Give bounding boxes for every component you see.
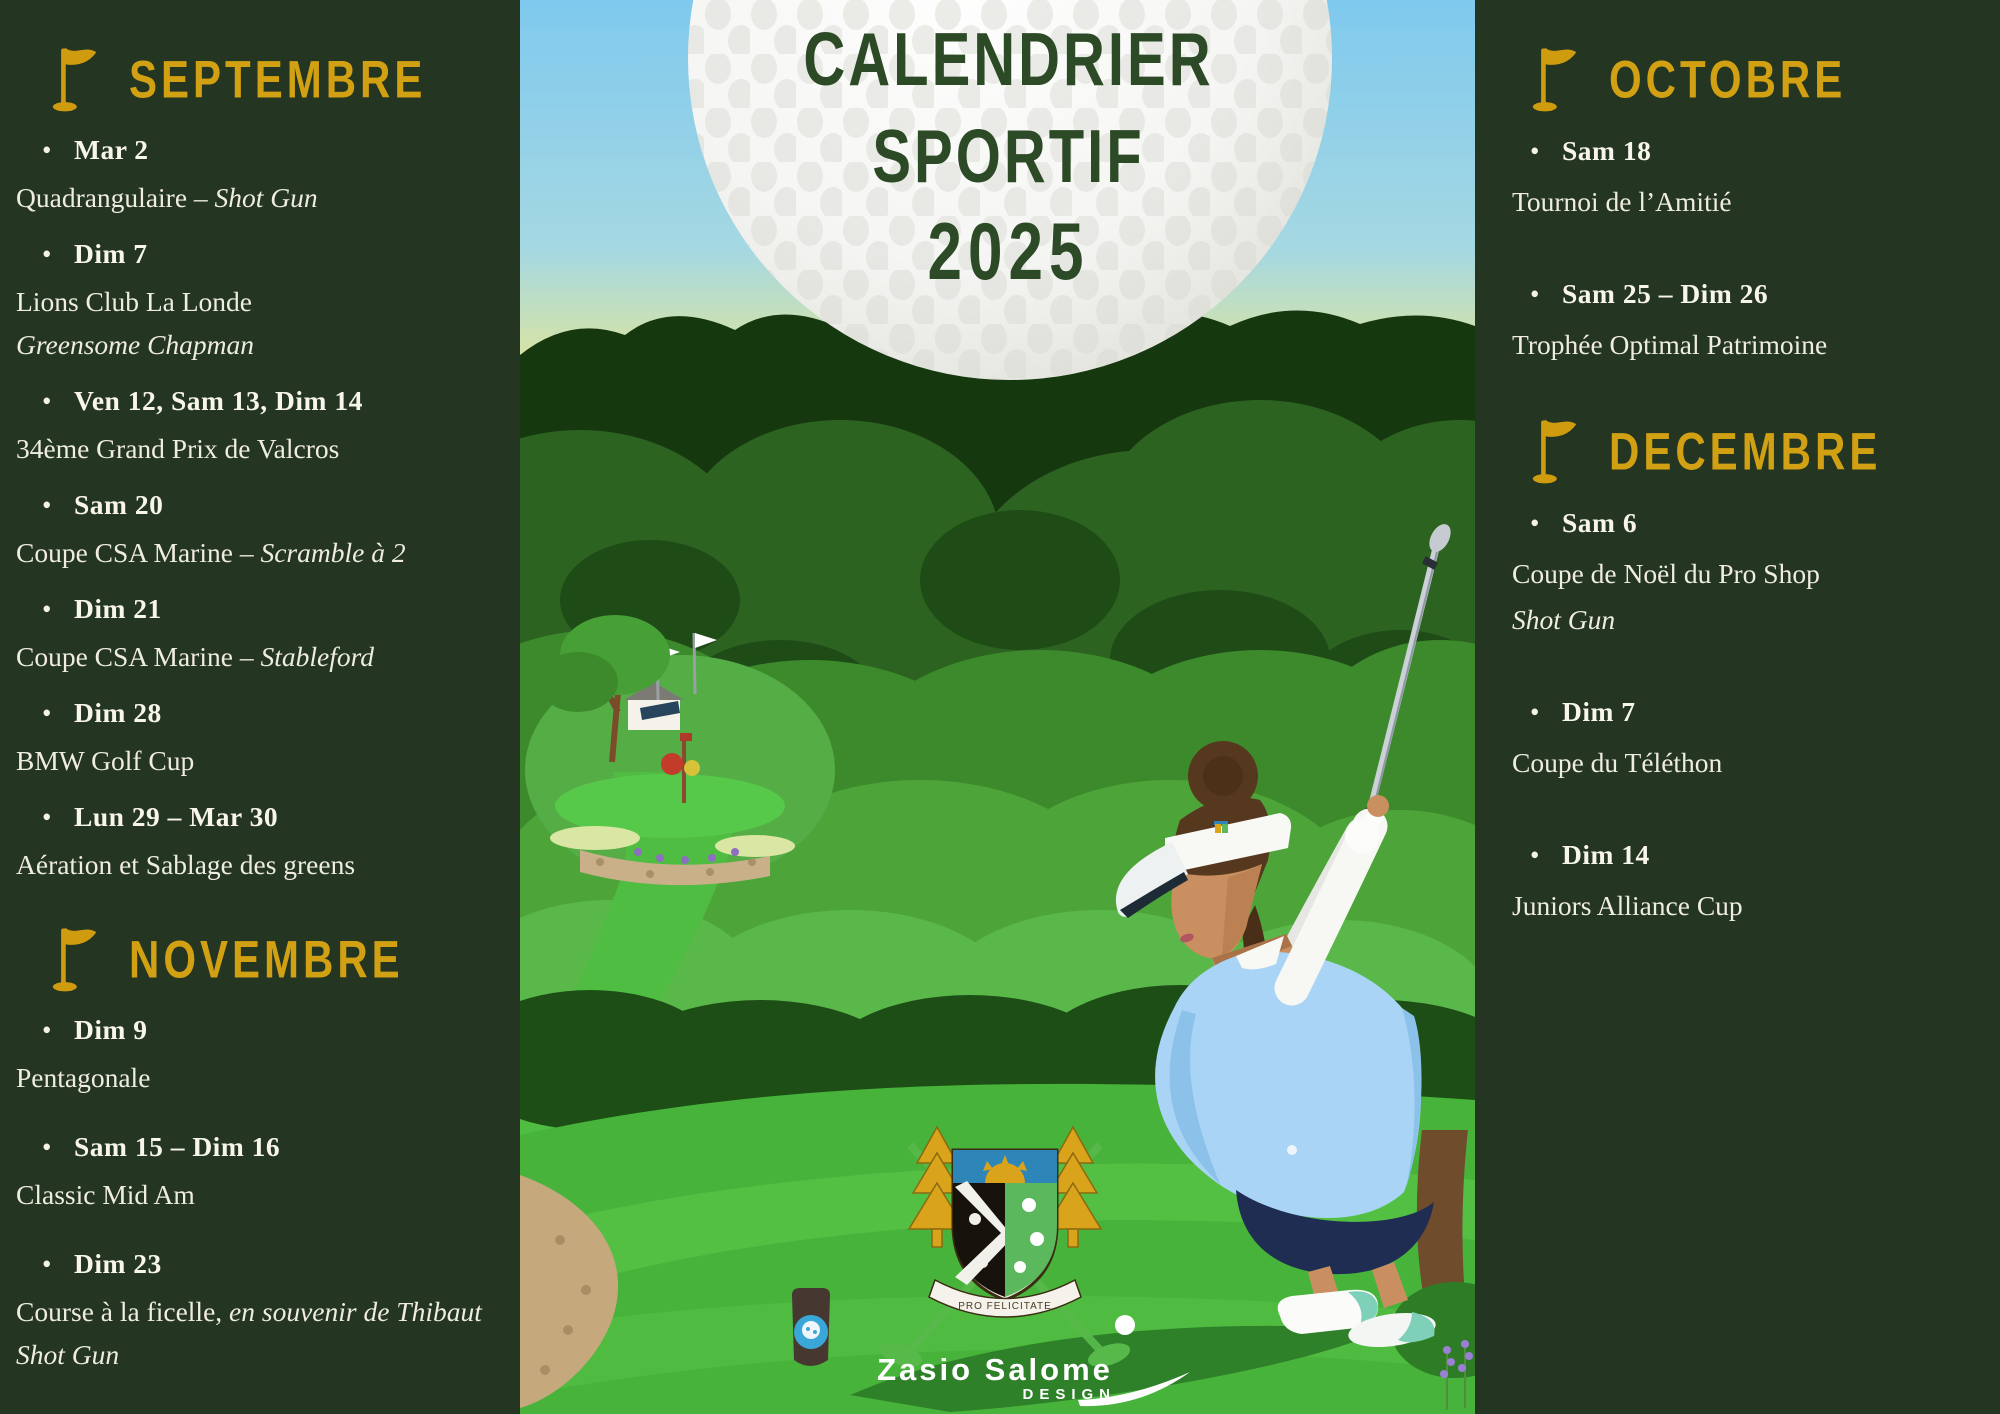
bullet-icon: •: [42, 594, 52, 624]
event: [1512, 689, 2000, 786]
desc-text: Coupe CSA Marine –: [16, 537, 261, 568]
event: [16, 691, 520, 782]
desc-text-italic: Greensome Chapman: [16, 329, 255, 360]
event-date: Dim 23: [74, 1248, 162, 1279]
event-date-row: [16, 1008, 520, 1056]
poster-illustration: [520, 0, 1475, 1414]
event-date: Sam 20: [74, 489, 164, 520]
section-novembre: [16, 922, 520, 1376]
event-date-row: [16, 1125, 520, 1173]
event-date-row: [1512, 128, 2000, 179]
event: [16, 1242, 520, 1376]
event: [16, 1008, 520, 1099]
event-description: [16, 635, 520, 678]
month-header-decembre: [1512, 414, 2000, 488]
event-date: Lun 29 – Mar 30: [74, 801, 279, 832]
tee-marker: [792, 1288, 830, 1366]
bullet-icon: •: [42, 1132, 52, 1162]
section-decembre: [1512, 414, 2000, 929]
event-description: [16, 1173, 520, 1216]
event: [1512, 128, 2000, 225]
event-description: [16, 531, 520, 574]
event-date: Dim 7: [74, 238, 148, 269]
event-date: Dim 9: [74, 1014, 148, 1045]
event: [16, 795, 520, 886]
event-description: [16, 1333, 520, 1376]
desc-text: BMW Golf Cup: [16, 745, 195, 776]
event-description: [16, 1290, 520, 1333]
designer-signature: [850, 1352, 1140, 1403]
event-description: [1512, 322, 2000, 368]
event-description: [16, 1056, 520, 1099]
month-header-octobre: [1512, 42, 2000, 116]
event-date: Ven 12, Sam 13, Dim 14: [74, 385, 363, 416]
desc-text: 34ème Grand Prix de Valcros: [16, 433, 340, 464]
crest-motto: PRO FELICITATE: [958, 1301, 1052, 1312]
desc-text-italic: Stableford: [260, 641, 375, 672]
event: [1512, 271, 2000, 368]
event-description: [1512, 883, 2000, 929]
event-date-row: [16, 587, 520, 635]
bullet-icon: •: [42, 698, 52, 728]
desc-text-italic: Shot Gun: [1512, 604, 1616, 635]
bullet-icon: •: [42, 135, 52, 165]
event-date-row: [1512, 271, 2000, 322]
event-date: Sam 15 – Dim 16: [74, 1131, 281, 1162]
section-octobre: [1512, 42, 2000, 368]
desc-text: Coupe CSA Marine –: [16, 641, 261, 672]
designer-subtitle: DESIGN: [1022, 1386, 1116, 1403]
event-description: [16, 323, 520, 366]
bullet-icon: •: [1530, 508, 1540, 538]
event-description: [16, 739, 520, 782]
event-date: Mar 2: [74, 134, 149, 165]
bullet-icon: •: [42, 1249, 52, 1279]
bullet-icon: •: [1530, 697, 1540, 727]
event-date-row: [16, 1242, 520, 1290]
event: [16, 379, 520, 470]
month-header-novembre: [16, 922, 520, 996]
poster-title: [520, 0, 1475, 297]
event-description: [16, 843, 520, 886]
month-header-septembre: [16, 42, 520, 116]
event-date-row: [16, 691, 520, 739]
event-date: Sam 25 – Dim 26: [1562, 278, 1769, 309]
event-description: [1512, 551, 2000, 597]
desc-text-italic: Scramble à 2: [260, 537, 406, 568]
left-panel: [0, 0, 520, 1414]
event-date: Sam 18: [1562, 135, 1652, 166]
desc-text-italic: en souvenir de Thibaut: [229, 1296, 482, 1327]
desc-text: Course à la ficelle,: [16, 1296, 230, 1327]
desc-text: Juniors Alliance Cup: [1512, 890, 1743, 921]
event-date-row: [1512, 689, 2000, 740]
desc-text: Pentagonale: [16, 1062, 151, 1093]
right-panel: [1475, 0, 2000, 1414]
desc-text: Trophée Optimal Patrimoine: [1512, 329, 1828, 360]
bullet-icon: •: [42, 386, 52, 416]
event-description: [1512, 597, 2000, 643]
month-title: OCTOBRE: [1609, 50, 1847, 109]
desc-text-italic: Shot Gun: [214, 182, 318, 213]
event-date-row: [16, 795, 520, 843]
desc-text: Classic Mid Am: [16, 1179, 195, 1210]
teed-golf-ball: [1115, 1315, 1135, 1335]
event-date-row: [1512, 832, 2000, 883]
bullet-icon: •: [1530, 840, 1540, 870]
event-date: Dim 14: [1562, 839, 1650, 870]
bullet-icon: •: [42, 802, 52, 832]
event-description: [16, 176, 520, 219]
title-line-1: CALENDRIER: [803, 17, 1214, 102]
desc-text: Coupe du Téléthon: [1512, 747, 1723, 778]
bullet-icon: •: [42, 490, 52, 520]
golf-flag-icon: [47, 922, 103, 996]
event-description: [1512, 179, 2000, 225]
month-title: DECEMBRE: [1609, 422, 1882, 481]
event-date-row: [16, 232, 520, 280]
event-date-row: [16, 128, 520, 176]
event-date: Dim 7: [1562, 696, 1636, 727]
section-septembre: [16, 42, 520, 886]
event-date-row: [16, 379, 520, 427]
event: [16, 587, 520, 678]
title-line-2: SPORTIF: [872, 114, 1145, 199]
desc-text: Aération et Sablage des greens: [16, 849, 356, 880]
event: [16, 128, 520, 219]
event-date: Dim 21: [74, 593, 162, 624]
desc-text: Lions Club La Londe: [16, 286, 253, 317]
event-description: [16, 427, 520, 470]
bullet-icon: •: [1530, 279, 1540, 309]
event-date: Sam 6: [1562, 507, 1638, 538]
event: [16, 232, 520, 366]
bullet-icon: •: [42, 239, 52, 269]
bullet-icon: •: [42, 1015, 52, 1045]
event-date: Dim 28: [74, 697, 162, 728]
event: [1512, 500, 2000, 643]
designer-name: Zasio Salome: [877, 1352, 1113, 1387]
desc-text: Tournoi de l’Amitié: [1512, 186, 1732, 217]
golf-flag-icon: [1527, 42, 1583, 116]
title-line-3: 2025: [927, 207, 1090, 297]
event: [16, 1125, 520, 1216]
desc-text: Quadrangulaire –: [16, 182, 215, 213]
desc-text-italic: Shot Gun: [16, 1339, 120, 1370]
golf-flag-icon: [47, 42, 103, 116]
event: [1512, 832, 2000, 929]
golf-flag-icon: [1527, 414, 1583, 488]
event-date-row: [16, 483, 520, 531]
event-description: [16, 280, 520, 323]
event-date-row: [1512, 500, 2000, 551]
month-title: SEPTEMBRE: [129, 50, 427, 109]
event: [16, 483, 520, 574]
desc-text: Coupe de Noël du Pro Shop: [1512, 558, 1820, 589]
month-title: NOVEMBRE: [129, 930, 404, 989]
bullet-icon: •: [1530, 136, 1540, 166]
event-description: [1512, 740, 2000, 786]
